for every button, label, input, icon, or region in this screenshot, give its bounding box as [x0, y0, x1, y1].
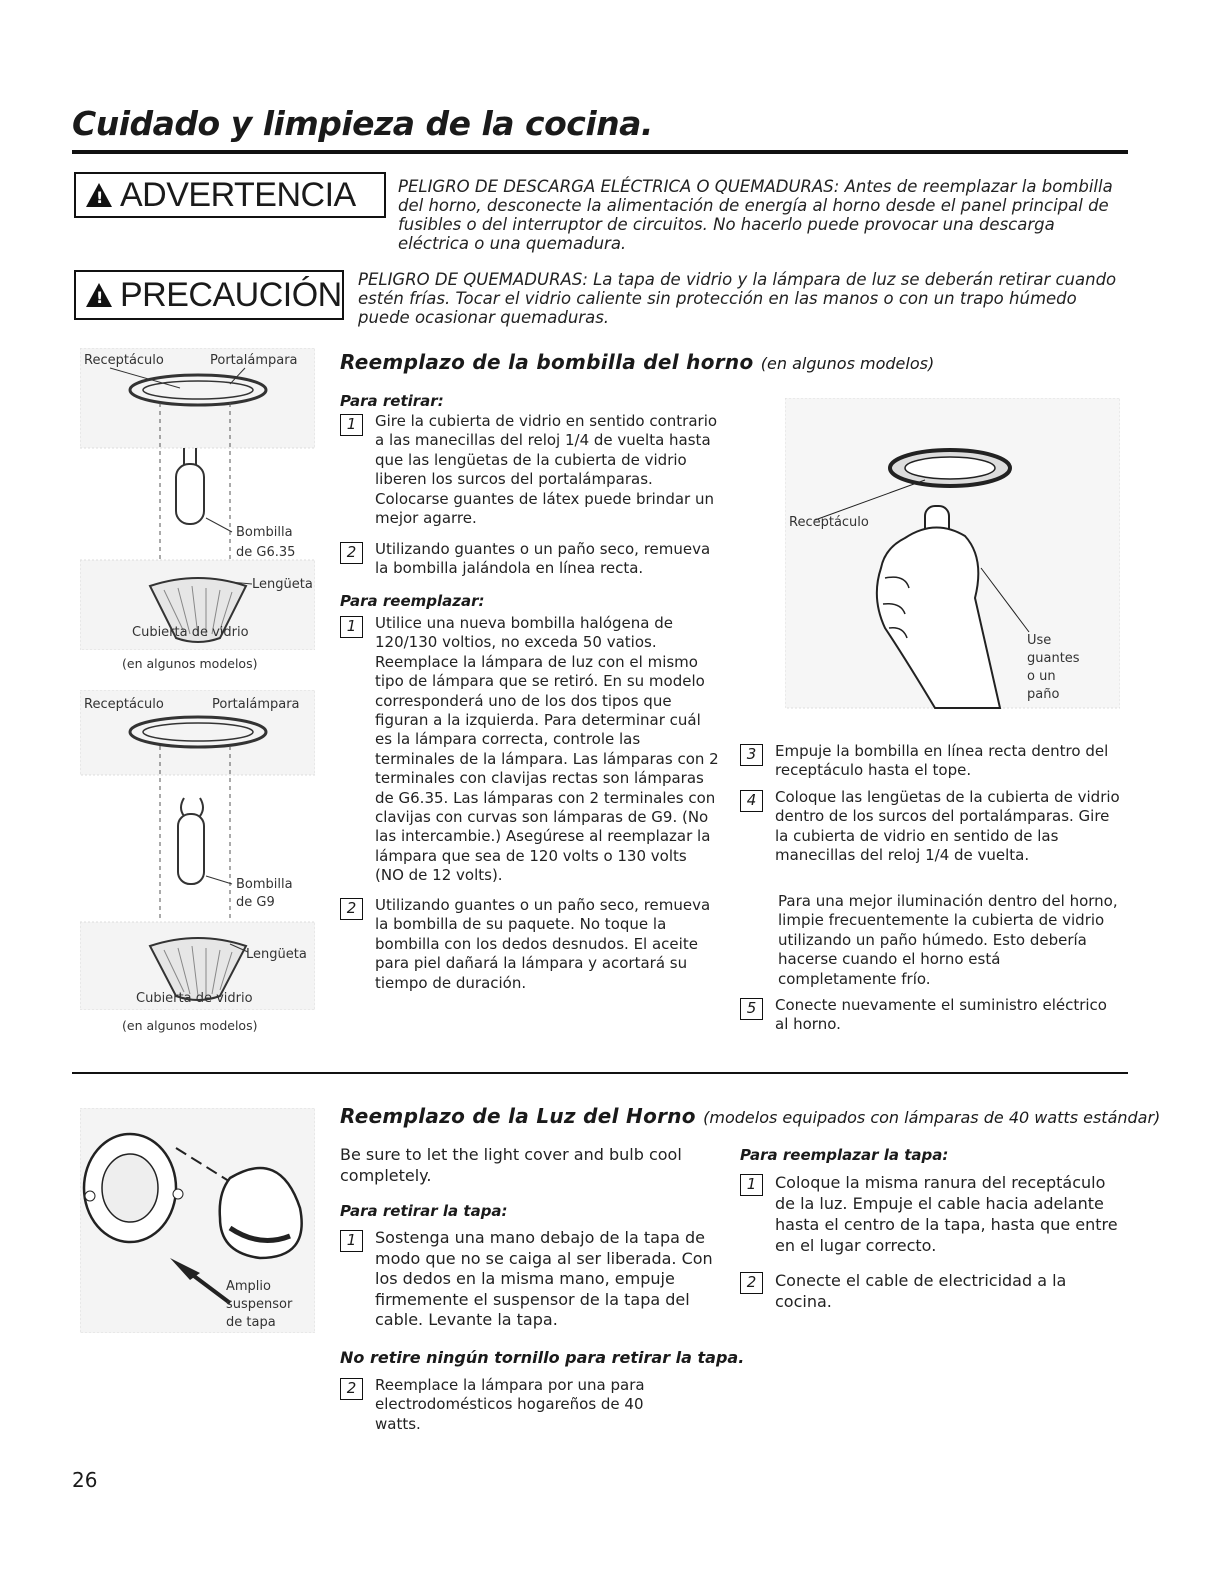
- reemplazar-tapa-heading: Para reemplazar la tapa:: [740, 1146, 949, 1164]
- page-number: 26: [72, 1468, 98, 1492]
- precaucion-label: PRECAUCIÓN: [120, 275, 342, 314]
- bulb-g9-diagram: [80, 690, 315, 1010]
- precaucion-text: PELIGRO DE QUEMADURAS: La tapa de vidrio y la lámpara de luz se deberán retirar cuando estén frías. Tocar el vidrio caliente sin protección en las manos o con un trapo húmedo puede ocasionar quemaduras.: [358, 270, 1117, 327]
- label-amplio: Amplio: [226, 1279, 271, 1294]
- label-receptaculo: Receptáculo: [84, 697, 164, 712]
- reemplazar-step-2: 2 Utilizando guantes o un paño seco, remueva la bombilla de su paquete. No toque la bombilla con los dedos desnudos. El aceite para piel dañará la lámpara y acortará su tiempo de duración.: [340, 896, 720, 993]
- label-use: Use: [1027, 633, 1052, 648]
- step-5: 5 Conecte nuevamente el suministro eléctrico al horno.: [740, 996, 1120, 1035]
- label-suspensor: suspensor: [226, 1297, 293, 1312]
- fig2-caption: (en algunos modelos): [122, 1018, 258, 1033]
- reemplazar-tapa-step-2: 2 Conecte el cable de electricidad a la cocina.: [740, 1270, 1125, 1312]
- retirar-step-1: 1 Gire la cubierta de vidrio en sentido contrario a las manecillas del reloj 1/4 de vuelta hasta que las lengüetas de la cubierta de vidrio liberen los surcos del portalámparas. Colocarse guantes de látex puede brindar un mejor agarre.: [340, 412, 720, 528]
- fig1-caption: (en algunos modelos): [122, 656, 258, 671]
- reemplazar-heading: Para reemplazar:: [340, 592, 485, 610]
- light-cover-diagram: [80, 1108, 315, 1333]
- advertencia-box: [74, 172, 386, 218]
- label-lengueta: Lengüeta: [252, 577, 313, 592]
- section-divider: [72, 1072, 1128, 1074]
- cleaning-note: Para una mejor iluminación dentro del horno, limpie frecuentemente la cubierta de vidrio utilizando un paño húmedo. Esto debería hacerse cuando el horno está completamente frío.: [778, 892, 1118, 988]
- label-de-tapa: de tapa: [226, 1315, 276, 1330]
- label-cubierta: Cubierta de vidrio: [132, 625, 249, 640]
- title-rule: [72, 150, 1128, 154]
- reemplazar-step-1: 1 Utilice una nueva bombilla halógena de 120/130 voltios, no exceda 50 vatios. Reemplace la lámpara de luz con el mismo tipo de lámpara que se retiró. En su modelo corresponderá uno de los dos tipos que figuran a la izquierda. Para determinar cuál es la lámpara correcta, controle las terminales de la lámpara. Las lámparas con 2 terminales con clavijas rectas son lámparas de G6.35. Las lámparas con 2 terminales con clavijas con curvas son lámparas de G9. (No las intercambie.) Asegúrese al reemplazar la lámpara que sea de 120 volts o 130 volts (NO de 12 volts).: [340, 614, 720, 886]
- advertencia-label: ADVERTENCIA: [120, 175, 356, 214]
- section1-heading: Reemplazo de la bombilla del horno (en algunos modelos): [340, 350, 935, 374]
- label-portalampara: Portalámpara: [212, 697, 300, 712]
- label-cubierta: Cubierta de vidrio: [136, 991, 253, 1006]
- label-bombilla: Bombilla: [236, 525, 293, 540]
- no-retire-note: No retire ningún tornillo para retirar la tapa.: [340, 1348, 745, 1367]
- retirar-heading: Para retirar:: [340, 392, 444, 410]
- retirar-step-2: 2 Utilizando guantes o un paño seco, remueva la bombilla jalándola en línea recta.: [340, 540, 720, 579]
- label-receptaculo: Receptáculo: [789, 515, 869, 530]
- page-title: Cuidado y limpieza de la cocina.: [72, 104, 653, 143]
- retirar-tapa-heading: Para retirar la tapa:: [340, 1202, 508, 1220]
- label-bombilla-tipo: de G6.35: [236, 545, 296, 560]
- hand-bulb-illustration: [785, 398, 1120, 728]
- label-portalampara: Portalámpara: [210, 353, 298, 368]
- retirar-tapa-step-1: 1 Sostenga una mano debajo de la tapa de modo que no se caiga al ser liberada. Con los dedos en la misma mano, empuje firmemente el suspensor de la tapa del cable. Levante la tapa.: [340, 1228, 720, 1331]
- step-3: 3 Empuje la bombilla en línea recta dentro del receptáculo hasta el tope.: [740, 742, 1120, 781]
- precaucion-box: [74, 270, 344, 320]
- label-o-un: o un: [1027, 669, 1056, 684]
- label-bombilla-tipo: de G9: [236, 895, 275, 910]
- advertencia-text: PELIGRO DE DESCARGA ELÉCTRICA O QUEMADURAS: Antes de reemplazar la bombilla del horno, desconecte la alimentación de energía al horno desde el panel principal de fusibles o del interruptor de circuitos. No hacerlo puede provocar una descarga eléctrica o una quemadura.: [398, 177, 1113, 253]
- label-bombilla: Bombilla: [236, 877, 293, 892]
- section2-intro: Be sure to let the light cover and bulb cool completely.: [340, 1145, 682, 1185]
- label-lengueta: Lengüeta: [246, 947, 307, 962]
- bulb-g635-diagram: [80, 348, 315, 650]
- section2-heading: Reemplazo de la Luz del Horno (modelos equipados con lámparas de 40 watts estándar): [340, 1104, 1161, 1128]
- label-guantes: guantes: [1027, 651, 1080, 666]
- retirar-tapa-step-2: 2 Reemplace la lámpara por una para electrodomésticos hogareños de 40 watts.: [340, 1376, 700, 1434]
- label-pano: paño: [1027, 687, 1060, 702]
- warning-icon: [86, 183, 112, 207]
- step-4: 4 Coloque las lengüetas de la cubierta de vidrio dentro de los surcos del portalámparas. Gire la cubierta de vidrio en sentido de las manecillas del reloj 1/4 de vuelta.: [740, 788, 1120, 866]
- warning-icon: [86, 283, 112, 307]
- reemplazar-tapa-step-1: 1 Coloque la misma ranura del receptáculo de la luz. Empuje el cable hacia adelante hasta el centro de la tapa, hasta que entre en el lugar correcto.: [740, 1172, 1125, 1256]
- label-receptaculo: Receptáculo: [84, 353, 164, 368]
